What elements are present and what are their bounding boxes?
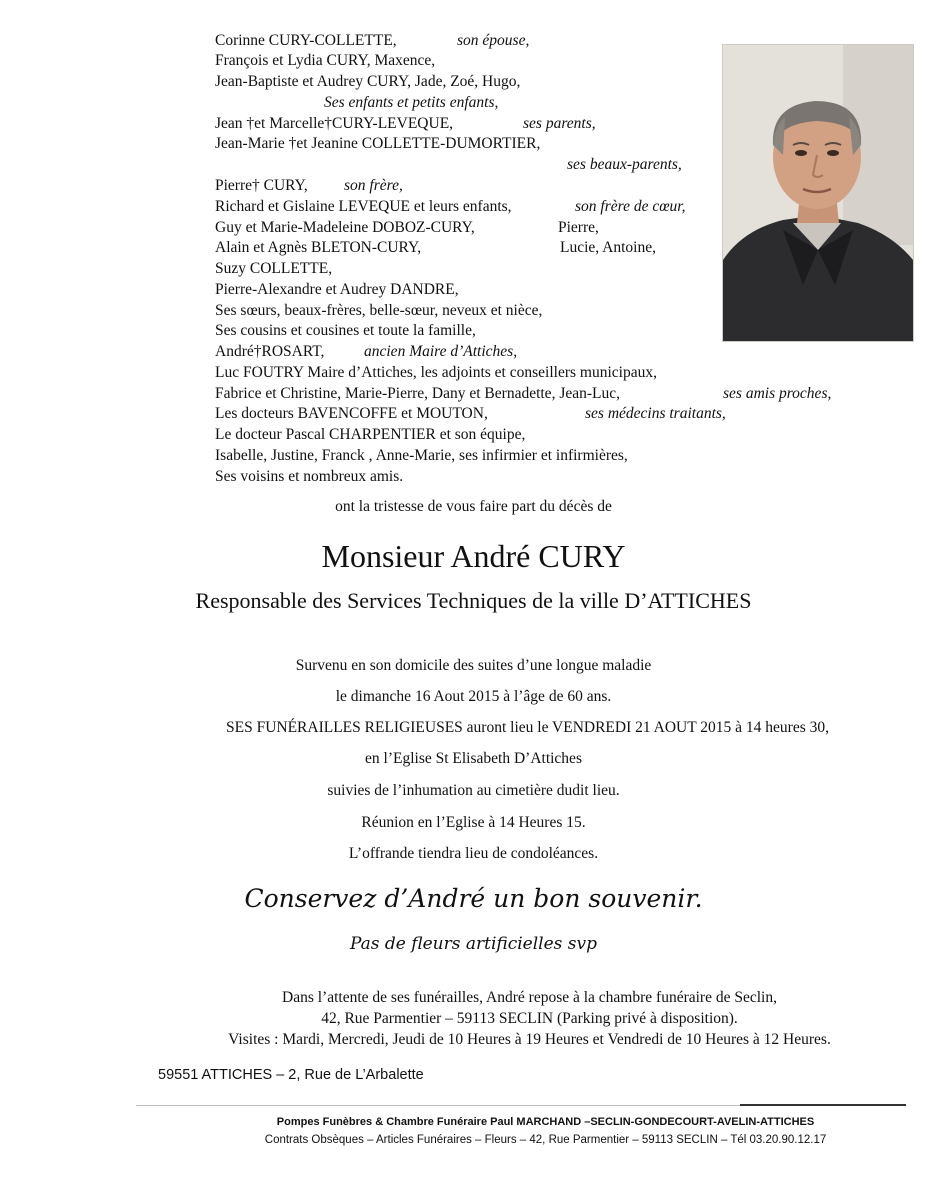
- detail-line: L’offrande tiendra lieu de condoléances.: [348, 845, 599, 862]
- footer-divider-accent: [740, 1104, 906, 1106]
- visits-line: 42, Rue Parmentier – 59113 SECLIN (Parking privé à disposition).: [321, 1010, 738, 1027]
- family-line: Les docteurs BAVENCOFFE et MOUTON,: [215, 405, 488, 422]
- deceased-role: Responsable des Services Techniques de la ville D’ATTICHES: [195, 588, 752, 613]
- family-relation: Ses enfants et petits enfants,: [324, 94, 499, 111]
- family-line: André†ROSART,: [215, 343, 325, 360]
- family-line: Jean-Baptiste et Audrey CURY, Jade, Zoé, Hugo,: [215, 73, 521, 90]
- family-line: Alain et Agnès BLETON-CURY,: [215, 239, 422, 256]
- detail-line: le dimanche 16 Aout 2015 à l’âge de 60 ans.: [335, 688, 612, 705]
- family-line: Jean-Marie †et Jeanine COLLETTE-DUMORTIER,: [215, 135, 541, 152]
- detail-line: en l’Eglise St Elisabeth D’Attiches: [365, 750, 582, 767]
- flowers-note: Pas de fleurs artificielles svp: [349, 934, 598, 954]
- portrait-photo: [722, 44, 914, 342]
- family-line: Pierre,: [558, 219, 599, 236]
- detail-line: suivies de l’inhumation au cimetière dudit lieu.: [327, 782, 620, 799]
- family-line: Richard et Gislaine LEVEQUE et leurs enfants,: [215, 198, 512, 215]
- family-relation: ses médecins traitants,: [585, 405, 726, 422]
- portrait-illustration: [723, 45, 913, 341]
- family-relation: son frère de cœur,: [575, 198, 686, 215]
- family-line: Ses sœurs, beaux-frères, belle-sœur, neveux et nièce,: [215, 302, 543, 319]
- footer-services: Contrats Obsèques – Articles Funéraires – Fleurs – 42, Rue Parmentier – 59113 SECLIN – Tél 03.20.90.12.17: [264, 1134, 827, 1146]
- family-line: Ses cousins et cousines et toute la famille,: [215, 322, 476, 339]
- family-line: Corinne CURY-COLLETTE,: [215, 32, 397, 49]
- family-line: Guy et Marie-Madeleine DOBOZ-CURY,: [215, 219, 475, 236]
- family-line: Isabelle, Justine, Franck , Anne-Marie, ses infirmier et infirmières,: [215, 447, 628, 464]
- family-line: Lucie, Antoine,: [560, 239, 656, 256]
- family-relation: ses beaux-parents,: [567, 156, 682, 173]
- family-relation: ses parents,: [523, 115, 596, 132]
- family-line: Suzy COLLETTE,: [215, 260, 333, 277]
- family-line: Luc FOUTRY Maire d’Attiches, les adjoints et conseillers municipaux,: [215, 364, 657, 381]
- address-line: 59551 ATTICHES – 2, Rue de L’Arbalette: [158, 1067, 424, 1083]
- detail-line: SES FUNÉRAILLES RELIGIEUSES auront lieu le VENDREDI 21 AOUT 2015 à 14 heures 30,: [225, 719, 830, 736]
- family-line: François et Lydia CURY, Maxence,: [215, 52, 436, 69]
- family-relation: ses amis proches,: [723, 385, 832, 402]
- family-relation: ancien Maire d’Attiches,: [364, 343, 518, 360]
- family-line: Ses voisins et nombreux amis.: [215, 468, 404, 485]
- detail-line: Réunion en l’Eglise à 14 Heures 15.: [361, 814, 586, 831]
- family-line: Le docteur Pascal CHARPENTIER et son équipe,: [215, 426, 526, 443]
- deceased-name: Monsieur André CURY: [321, 538, 626, 574]
- detail-line: Survenu en son domicile des suites d’une longue maladie: [295, 657, 652, 674]
- souvenir-text: Conservez d’André un bon souvenir.: [244, 884, 703, 913]
- family-line: Pierre† CURY,: [215, 177, 308, 194]
- family-line: Jean †et Marcelle†CURY-LEVEQUE,: [215, 115, 454, 132]
- announce-text: ont la tristesse de vous faire part du décès de: [335, 498, 612, 515]
- family-line: Pierre-Alexandre et Audrey DANDRE,: [215, 281, 459, 298]
- footer-company: Pompes Funèbres & Chambre Funéraire Paul MARCHAND –SECLIN-GONDECOURT-AVELIN-ATTICHES: [276, 1116, 815, 1128]
- visits-line: Visites : Mardi, Mercredi, Jeudi de 10 Heures à 19 Heures et Vendredi de 10 Heures à 12 Heures.: [228, 1031, 831, 1048]
- family-line: Fabrice et Christine, Marie-Pierre, Dany et Bernadette, Jean-Luc,: [215, 385, 620, 402]
- family-relation: son frère,: [344, 177, 403, 194]
- visits-line: Dans l’attente de ses funérailles, André repose à la chambre funéraire de Seclin,: [282, 989, 777, 1006]
- family-relation: son épouse,: [457, 32, 530, 49]
